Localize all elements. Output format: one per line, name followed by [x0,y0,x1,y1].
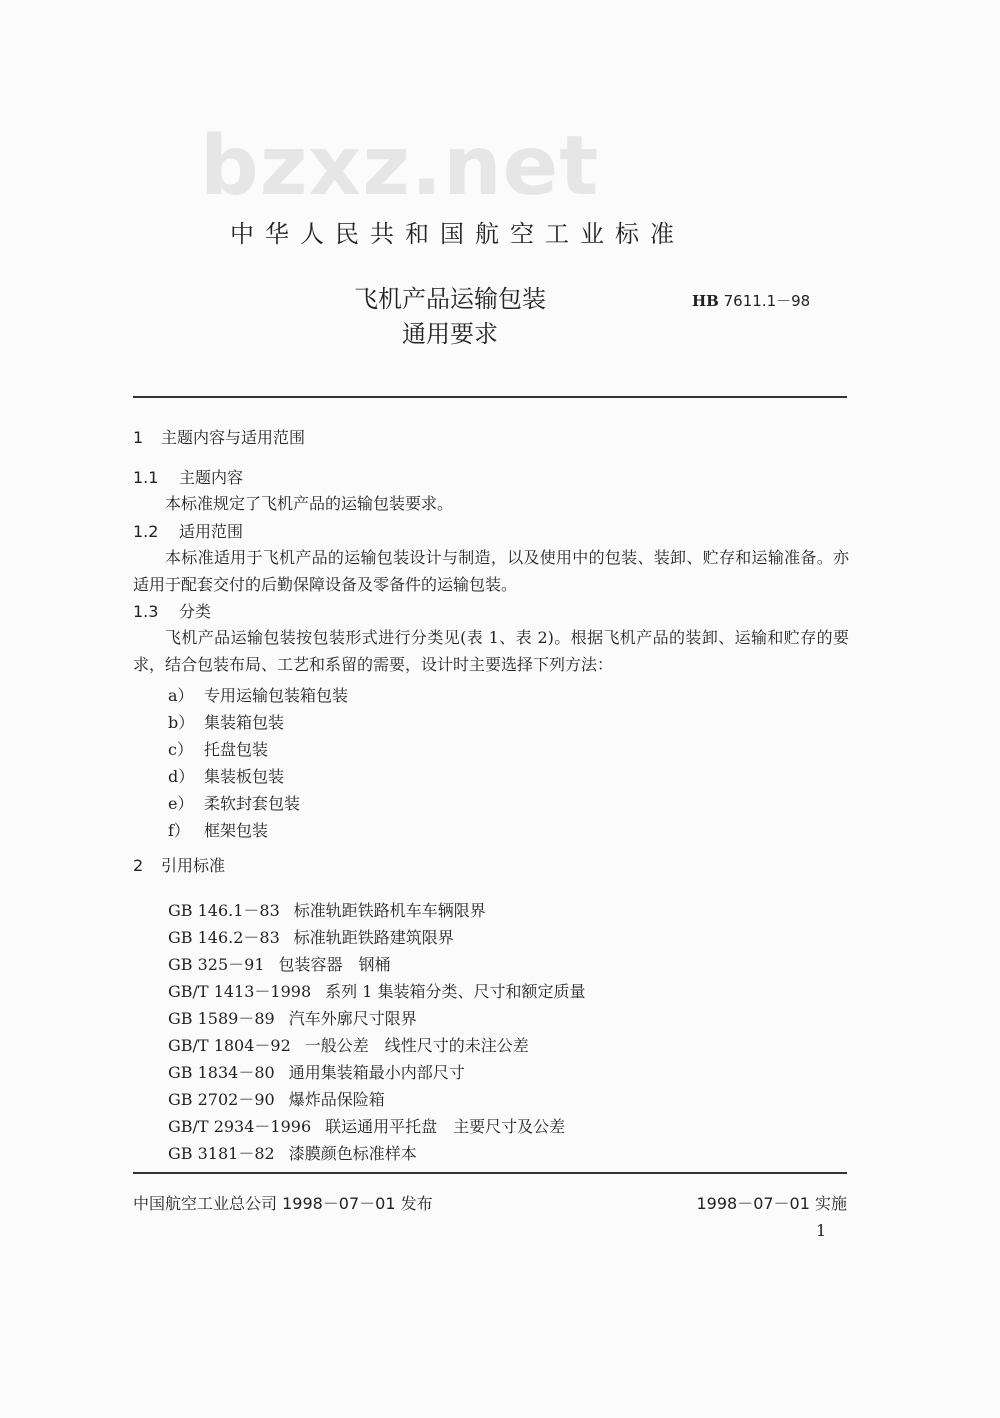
list-item [168,683,348,706]
reference-code: GB/T 1413－1998 [168,982,312,1001]
list-marker: c） [168,740,193,759]
effective-date: 1998－07－01 实施 [696,1194,847,1213]
reference-code: GB 1834－80 [168,1063,275,1082]
issue-date: 中国航空工业总公司 1998－07－01 发布 [133,1194,433,1213]
section-1-3-heading [133,604,211,620]
standard-code-prefix: HB [692,292,719,310]
list-marker: d） [168,767,195,786]
section-1-heading [133,430,305,446]
list-item [168,764,284,787]
section-number: 1.1 [133,468,159,487]
reference-standard [168,979,586,1002]
list-marker: f） [168,821,190,840]
page-number: 1 [816,1221,827,1240]
reference-standard [168,1060,465,1083]
reference-code: GB 2702－90 [168,1090,275,1109]
document-title-line2: 通用要求 [402,320,498,348]
standard-type-heading: 中华人民共和国航空工业标准 [230,220,685,248]
list-item [168,791,300,814]
reference-code: GB 3181－82 [168,1144,275,1163]
reference-title: 漆膜颜色标准样本 [288,1144,417,1163]
section-number: 1.2 [133,522,159,541]
reference-code: GB 1589－89 [168,1009,275,1028]
watermark-logo: bzxz.net [200,119,600,214]
section-1-1-text: 本标准规定了飞机产品的运输包装要求。 [165,494,454,513]
reference-standard [168,898,486,921]
list-item [168,737,268,760]
list-item [168,818,268,841]
bottom-divider [133,1172,847,1174]
section-title: 适用范围 [179,522,244,541]
section-title: 引用标准 [161,856,226,875]
reference-title: 包装容器 钢桶 [278,955,391,974]
section-1-2-text: 本标准适用于飞机产品的运输包装设计与制造，以及使用中的包装、装卸、贮存和运输准备。亦适用于配套交付的后勤保障设备及零备件的运输包装。 [133,548,849,594]
standard-code [692,290,810,311]
reference-standard [168,1006,417,1029]
reference-title: 标准轨距铁路机车车辆限界 [293,901,486,920]
standard-code-number: 7611.1－98 [723,292,811,310]
section-1-2-heading [133,524,243,540]
section-1-1-heading [133,470,243,486]
list-marker: e） [168,794,194,813]
reference-standard [168,1114,565,1137]
reference-code: GB 325－91 [168,955,265,974]
list-item-text: 托盘包装 [204,740,269,759]
list-item-text: 专用运输包装箱包装 [204,686,349,705]
list-item-text: 柔软封套包装 [204,794,301,813]
list-item-text: 框架包装 [204,821,269,840]
section-title: 主题内容与适用范围 [161,428,306,447]
reference-title: 标准轨距铁路建筑限界 [293,928,454,947]
reference-standard [168,952,391,975]
reference-standard [168,1033,529,1056]
reference-title: 爆炸品保险箱 [288,1090,385,1109]
reference-title: 一般公差 线性尺寸的未注公差 [304,1036,529,1055]
section-1-3-text: 飞机产品运输包装按包装形式进行分类见(表 1、表 2)。根据飞机产品的装卸、运输和贮存的要求，结合包装布局、工艺和系留的需要，设计时主要选择下列方法： [133,628,849,674]
reference-title: 通用集装箱最小内部尺寸 [288,1063,465,1082]
section-title: 分类 [179,602,212,621]
document-title-line1: 飞机产品运输包装 [354,285,546,313]
reference-title: 系列 1 集装箱分类、尺寸和额定质量 [325,982,586,1001]
reference-standard [168,925,454,948]
section-number: 1 [133,428,144,447]
reference-standard [168,1087,385,1110]
reference-code: GB/T 1804－92 [168,1036,291,1055]
reference-title: 联运通用平托盘 主要尺寸及公差 [325,1117,566,1136]
list-item-text: 集装箱包装 [204,713,285,732]
list-item-text: 集装板包装 [204,767,285,786]
section-2-heading [133,858,225,874]
top-divider [133,396,847,398]
reference-code: GB 146.2－83 [168,928,280,947]
reference-standard [168,1141,417,1164]
list-marker: a） [168,686,194,705]
reference-code: GB/T 2934－1996 [168,1117,312,1136]
section-number: 1.3 [133,602,159,621]
section-title: 主题内容 [179,468,244,487]
reference-title: 汽车外廓尺寸限界 [288,1009,417,1028]
section-number: 2 [133,856,144,875]
list-item [168,710,284,733]
reference-code: GB 146.1－83 [168,901,280,920]
list-marker: b） [168,713,195,732]
